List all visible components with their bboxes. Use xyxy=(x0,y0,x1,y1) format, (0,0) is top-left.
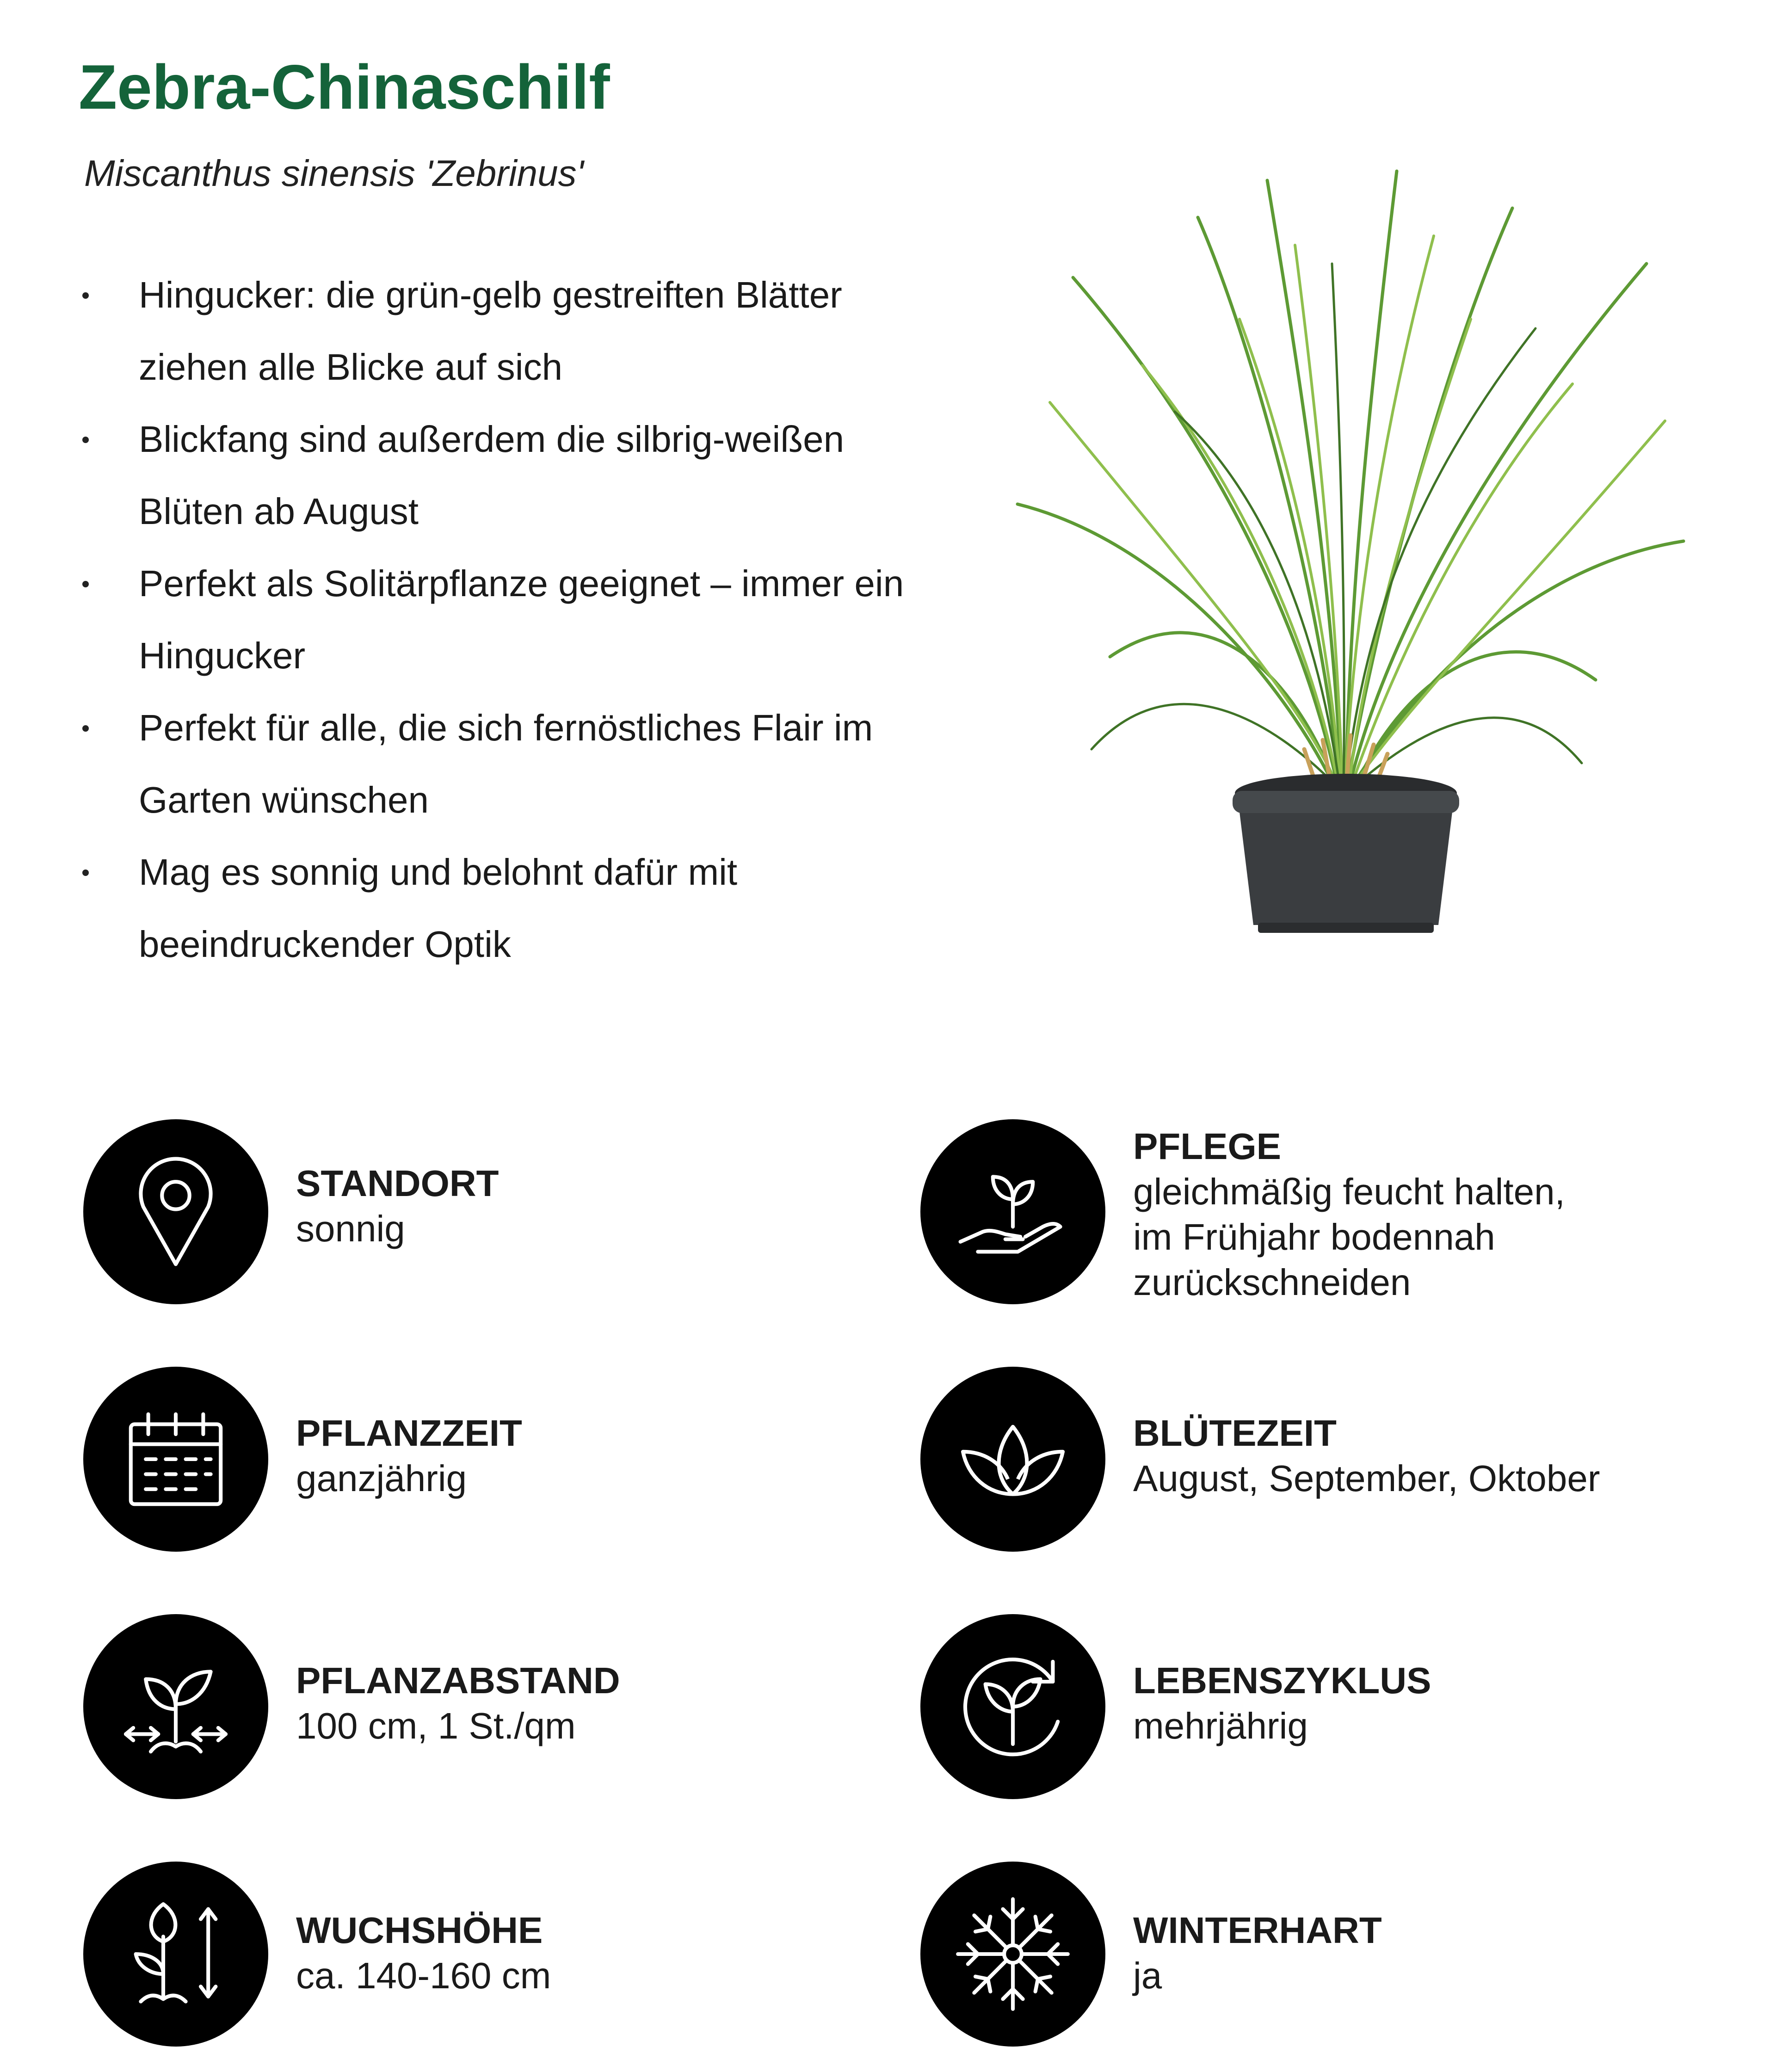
bullet-item: Perfekt für alle, die sich fernöstliches Flair im Garten wünschen xyxy=(79,692,934,836)
feature-value: August, September, Oktober xyxy=(1133,1458,1600,1499)
bullet-item: Mag es sonnig und belohnt dafür mit beeindruckender Optik xyxy=(79,836,934,980)
bullet-item: Blickfang sind außerdem die silbrig-weißen Blüten ab August xyxy=(79,403,934,548)
feature-label: PFLEGE xyxy=(1133,1126,1282,1167)
feature-value: ganzjährig xyxy=(296,1458,467,1499)
bullet-item: Perfekt als Solitärpflanze geeignet – immer ein Hingucker xyxy=(79,548,934,692)
feature-label: PFLANZABSTAND xyxy=(296,1660,620,1701)
feature-icon-circle xyxy=(83,1862,268,2047)
feature-value: sonnig xyxy=(296,1208,405,1249)
bullet-item: Hingucker: die grün-gelb gestreiften Blätter ziehen alle Blicke auf sich xyxy=(79,259,934,403)
feature-bullet-list xyxy=(79,259,934,980)
feature-icon-circle xyxy=(920,1614,1105,1799)
plant-product-image xyxy=(980,125,1702,957)
feature-icon-circle xyxy=(920,1367,1105,1552)
seedling-spacing-icon xyxy=(113,1644,238,1769)
feature-label: PFLANZZEIT xyxy=(296,1412,522,1454)
feature-value: ca. 140-160 cm xyxy=(296,1955,551,1996)
feature-label: WUCHSHÖHE xyxy=(296,1910,543,1951)
product-title: Zebra-Chinaschilf xyxy=(79,52,610,122)
lotus-flower-icon xyxy=(950,1397,1075,1522)
lifecycle-icon xyxy=(950,1644,1075,1769)
feature-icon-circle xyxy=(83,1614,268,1799)
location-pin-icon xyxy=(113,1149,238,1274)
feature-icon-circle xyxy=(83,1367,268,1552)
feature-value: mehrjährig xyxy=(1133,1705,1308,1746)
botanical-name: Miscanthus sinensis 'Zebrinus' xyxy=(84,153,584,194)
calendar-icon xyxy=(113,1397,238,1522)
feature-value: gleichmäßig feucht halten, im Frühjahr bodennah zurückschneiden xyxy=(1133,1171,1565,1303)
feature-value: ja xyxy=(1133,1955,1162,1996)
feature-value: 100 cm, 1 St./qm xyxy=(296,1705,576,1746)
feature-icon-circle xyxy=(920,1862,1105,2047)
feature-icon-circle xyxy=(920,1119,1105,1304)
feature-label: LEBENSZYKLUS xyxy=(1133,1660,1431,1701)
feature-label: BLÜTEZEIT xyxy=(1133,1412,1337,1454)
feature-icon-circle xyxy=(83,1119,268,1304)
feature-label: WINTERHART xyxy=(1133,1910,1382,1951)
plant-height-icon xyxy=(113,1892,238,2016)
snowflake-icon xyxy=(950,1892,1075,2016)
feature-label: STANDORT xyxy=(296,1163,499,1204)
hand-seedling-icon xyxy=(950,1149,1075,1274)
